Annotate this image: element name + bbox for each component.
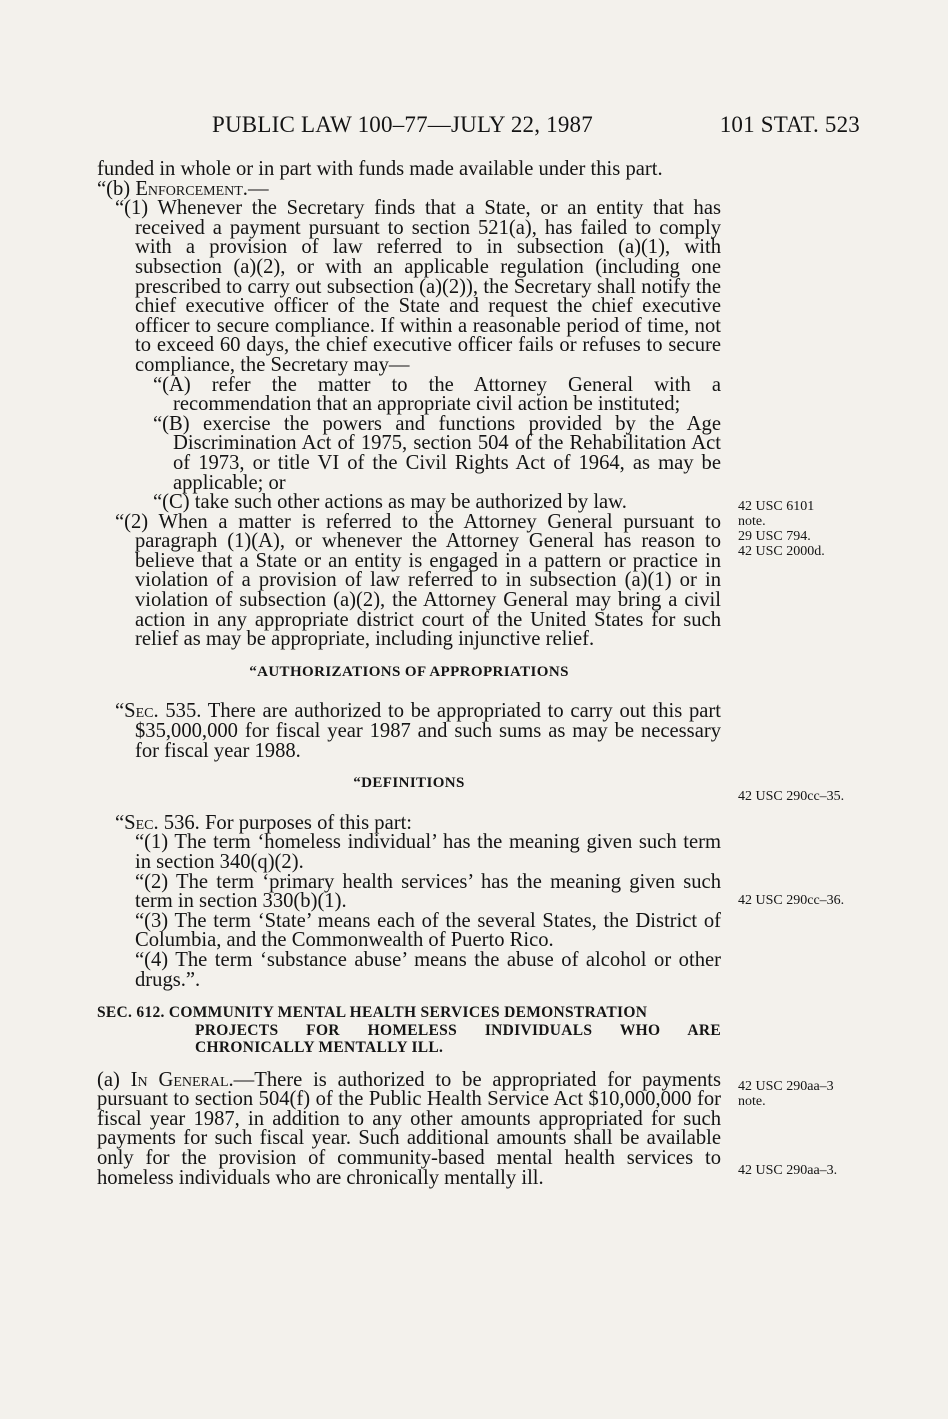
definition-4: “(4) The term ‘substance abuse’ means the abuse of alcohol or other drugs.”. xyxy=(135,948,721,991)
margin-note-290cc-36: 42 USC 290cc–36. xyxy=(738,893,845,908)
section-612-a: (a) In General.—There is authorized to be appropriated for payments pursuant to section 504(f) of the Public Health Service Act $10,000,000 for fiscal year 1987, in addition to any other amounts appropriated for such payments for such fiscal year. Such additional amounts shall be available only for the provision of community-based mental health services to homeless individuals who are chronically mentally ill. xyxy=(97,1068,722,1189)
definition-3: “(3) The term ‘State’ means each of the several States, the District of Columbia, and the Commonwealth of Puerto Rico. xyxy=(135,909,721,952)
enforcement-heading: Enforcement xyxy=(135,177,243,200)
definition-2: “(2) The term ‘primary health services’ has the meaning given such term in section 330(b)(1). xyxy=(135,870,721,913)
heading-definitions: “DEFINITIONS xyxy=(353,775,465,792)
paragraph-1: “(1) Whenever the Secretary finds that a State, or an entity that has received a payment pursuant to section 521(a), has failed to comply with a provision of law referred to in subsection (a)(1), with subsection (a)(2), or with an applicable regulation (including one prescribed to carry out subsection (a)(2)), the Secretary shall notify the chief executive officer of the State and request the chief executive officer to secure compliance. If within a reasonable period of time, not to exceed 60 days, the chief executive officer fails or refuses to secure compliance, the Secretary may— xyxy=(115,197,721,376)
subparagraph-a: “(A) refer the matter to the Attorney General with a recommendation that an appropriate civil action be instituted; xyxy=(153,373,721,416)
subparagraph-c: “(C) take such other actions as may be authorized by law. xyxy=(153,491,627,514)
subsection-b-heading: “(b) Enforcement.— xyxy=(97,177,269,200)
paragraph-continuation: funded in whole or in part with funds made available under this part. xyxy=(97,158,663,180)
section-612-title: SEC. 612. COMMUNITY MENTAL HEALTH SERVICES DEMONSTRATION PROJECTS FOR HOMELESS INDIVIDUALS WHO ARE CHRONICALLY MENTALLY ILL. xyxy=(97,1004,721,1057)
running-header-page: 101 STAT. 523 xyxy=(719,112,860,137)
subparagraph-b: “(B) exercise the powers and functions provided by the Age Discrimination Act of 1975, section 504 of the Rehabilitation Act of 1973, or title VI of the Civil Rights Act of 1964, as may be applicable; or xyxy=(153,412,721,494)
running-header-title: PUBLIC LAW 100–77—JULY 22, 1987 xyxy=(212,112,593,137)
main-text xyxy=(97,160,721,1188)
paragraph-2: “(2) When a matter is referred to the Attorney General pursuant to paragraph (1)(A), or whenever the Attorney General has reason to believe that a State or an entity is engaged in a pattern or practice in violation of a provision of law referred to in subsection (a)(1) or in violation of subsection (a)(2), the Attorney General may bring a civil action in any appropriate district court of the United States for such relief as may be appropriate, including injunctive relief. xyxy=(115,510,721,651)
margin-note-290cc-35: 42 USC 290cc–35. xyxy=(738,789,845,804)
section-535: “Sec. 535. There are authorized to be appropriated to carry out this part $35,000,000 for fiscal year 1987 and such sums as may be necessary for fiscal year 1988. xyxy=(115,700,721,762)
section-536: “Sec. 536. For purposes of this part: xyxy=(115,811,413,834)
margin-note-290aa-3-note: 42 USC 290aa–3 note. xyxy=(738,1079,834,1109)
definition-1: “(1) The term ‘homeless individual’ has the meaning given such term in section 340(q)(2). xyxy=(135,831,721,873)
margin-note-6101: 42 USC 6101 note. 29 USC 794. 42 USC 2000d. xyxy=(738,499,825,559)
heading-authorizations: “AUTHORIZATIONS OF APPROPRIATIONS xyxy=(249,663,569,680)
margin-note-290aa-3: 42 USC 290aa–3. xyxy=(738,1163,838,1178)
